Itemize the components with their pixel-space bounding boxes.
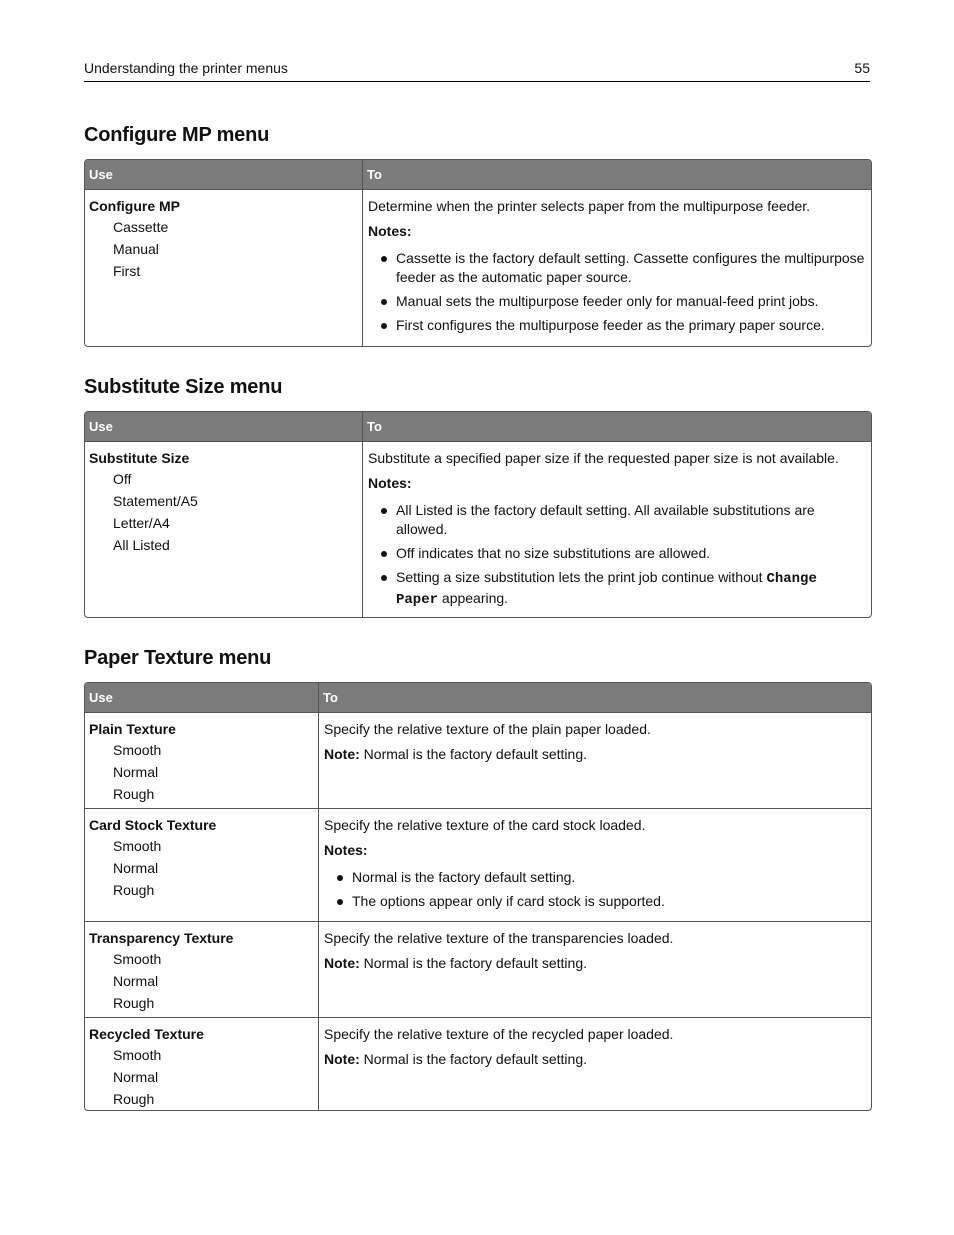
option-first: First: [113, 263, 141, 279]
column-header-use: Use: [89, 690, 113, 705]
note-label: Note:: [324, 746, 360, 762]
column-header-to: To: [318, 683, 871, 712]
to-cell: [318, 713, 871, 808]
bullet-icon: [381, 299, 387, 305]
note-text: Manual sets the multipurpose feeder only for manual-feed print jobs.: [396, 293, 819, 309]
option-all-listed: All Listed: [113, 537, 170, 553]
use-cell: [85, 922, 318, 1017]
description: Substitute a specified paper size if the requested paper size is not available.: [368, 450, 839, 466]
list-item: [368, 568, 866, 610]
note-text: The options appear only if card stock is supported.: [352, 893, 665, 909]
bullet-icon: [337, 875, 343, 881]
page-header: [84, 60, 870, 82]
note: [324, 953, 866, 973]
table-header: [85, 683, 871, 712]
menu-item-name: Transparency Texture: [89, 930, 234, 946]
list-item: [368, 292, 866, 311]
note-text: Normal is the factory default setting.: [352, 869, 576, 885]
bullet-icon: [381, 256, 387, 262]
option-letter-a4: Letter/A4: [113, 515, 170, 531]
option-smooth: Smooth: [113, 742, 162, 758]
to-cell: [362, 442, 871, 618]
option-rough: Rough: [113, 995, 155, 1011]
substitute-size-table: [84, 411, 872, 618]
column-header-to: To: [362, 412, 871, 441]
note-text: Normal is the factory default setting.: [359, 746, 587, 762]
note: [324, 1049, 866, 1069]
note-label: Note:: [324, 1051, 360, 1067]
table-row: [85, 921, 871, 1017]
menu-item-name: Card Stock Texture: [89, 817, 217, 833]
page-number: 55: [854, 60, 870, 76]
description: Specify the relative texture of the recycled paper loaded.: [324, 1026, 674, 1042]
notes-list: [368, 501, 866, 610]
message-code: Change Paper: [396, 571, 817, 608]
use-cell: [85, 190, 362, 347]
option-rough: Rough: [113, 1091, 155, 1107]
paper-texture-table: [84, 682, 872, 1111]
note-text: All Listed is the factory default setting. All available substitutions are allowed.: [396, 502, 815, 537]
table-row: [85, 1017, 871, 1111]
list-item: [368, 316, 866, 335]
notes-list: [368, 249, 866, 335]
use-cell: [85, 442, 362, 618]
list-item: [324, 868, 866, 887]
table-header: [85, 412, 871, 441]
column-header-to: To: [362, 160, 871, 189]
use-cell: [85, 713, 318, 808]
note-text-before: Setting a size substitution lets the print job continue without: [396, 569, 767, 585]
table-row: [85, 441, 871, 618]
table-row: [85, 189, 871, 347]
column-header-use: Use: [89, 167, 113, 182]
to-cell: [318, 1018, 871, 1111]
section-title-configure-mp: Configure MP menu: [84, 124, 270, 146]
list-item: [368, 544, 866, 563]
menu-item-name: Plain Texture: [89, 721, 176, 737]
option-normal: Normal: [113, 764, 159, 780]
section-title-substitute-size: Substitute Size menu: [84, 376, 283, 398]
menu-item-name: Substitute Size: [89, 450, 190, 466]
description: Specify the relative texture of the card stock loaded.: [324, 817, 646, 833]
to-cell: [362, 190, 871, 347]
to-cell: [318, 922, 871, 1017]
option-off: Off: [113, 471, 132, 487]
bullet-icon: [381, 575, 387, 581]
option-rough: Rough: [113, 882, 155, 898]
bullet-icon: [381, 551, 387, 557]
note-text-after: appearing.: [438, 590, 509, 606]
notes-label: Notes:: [368, 223, 412, 239]
note-text: Normal is the factory default setting.: [359, 955, 587, 971]
option-normal: Normal: [113, 973, 159, 989]
menu-item-name: Recycled Texture: [89, 1026, 204, 1042]
description: Specify the relative texture of the transparencies loaded.: [324, 930, 674, 946]
bullet-icon: [381, 508, 387, 514]
note-text: Off indicates that no size substitutions are allowed.: [396, 545, 711, 561]
note: [324, 744, 866, 764]
bullet-icon: [337, 899, 343, 905]
option-smooth: Smooth: [113, 1047, 162, 1063]
list-item: [368, 501, 866, 539]
bullet-icon: [381, 323, 387, 329]
list-item: [324, 892, 866, 911]
menu-item-name: Configure MP: [89, 198, 180, 214]
notes-label: Notes:: [368, 475, 412, 491]
notes-label: Notes:: [324, 842, 368, 858]
option-normal: Normal: [113, 860, 159, 876]
table-row: [85, 712, 871, 808]
list-item: [368, 249, 866, 287]
use-cell: [85, 1018, 318, 1111]
option-normal: Normal: [113, 1069, 159, 1085]
to-cell: [318, 809, 871, 921]
note-text: First configures the multipurpose feeder as the primary paper source.: [396, 317, 825, 333]
option-rough: Rough: [113, 786, 155, 802]
section-title-paper-texture: Paper Texture menu: [84, 647, 272, 669]
column-header-use: Use: [89, 419, 113, 434]
description: Specify the relative texture of the plain paper loaded.: [324, 721, 651, 737]
note-label: Note:: [324, 955, 360, 971]
description: Determine when the printer selects paper from the multipurpose feeder.: [368, 198, 811, 214]
option-smooth: Smooth: [113, 838, 162, 854]
table-header: [85, 160, 871, 189]
configure-mp-table: [84, 159, 872, 347]
notes-list: [324, 868, 866, 911]
use-cell: [85, 809, 318, 921]
option-statement-a5: Statement/A5: [113, 493, 198, 509]
running-title: Understanding the printer menus: [84, 60, 288, 76]
option-smooth: Smooth: [113, 951, 162, 967]
option-manual: Manual: [113, 241, 159, 257]
option-cassette: Cassette: [113, 219, 169, 235]
note-text: Normal is the factory default setting.: [359, 1051, 587, 1067]
note-text: Cassette is the factory default setting. Cassette configures the multipurpose feeder as the automatic paper source.: [396, 250, 865, 285]
table-row: [85, 808, 871, 921]
